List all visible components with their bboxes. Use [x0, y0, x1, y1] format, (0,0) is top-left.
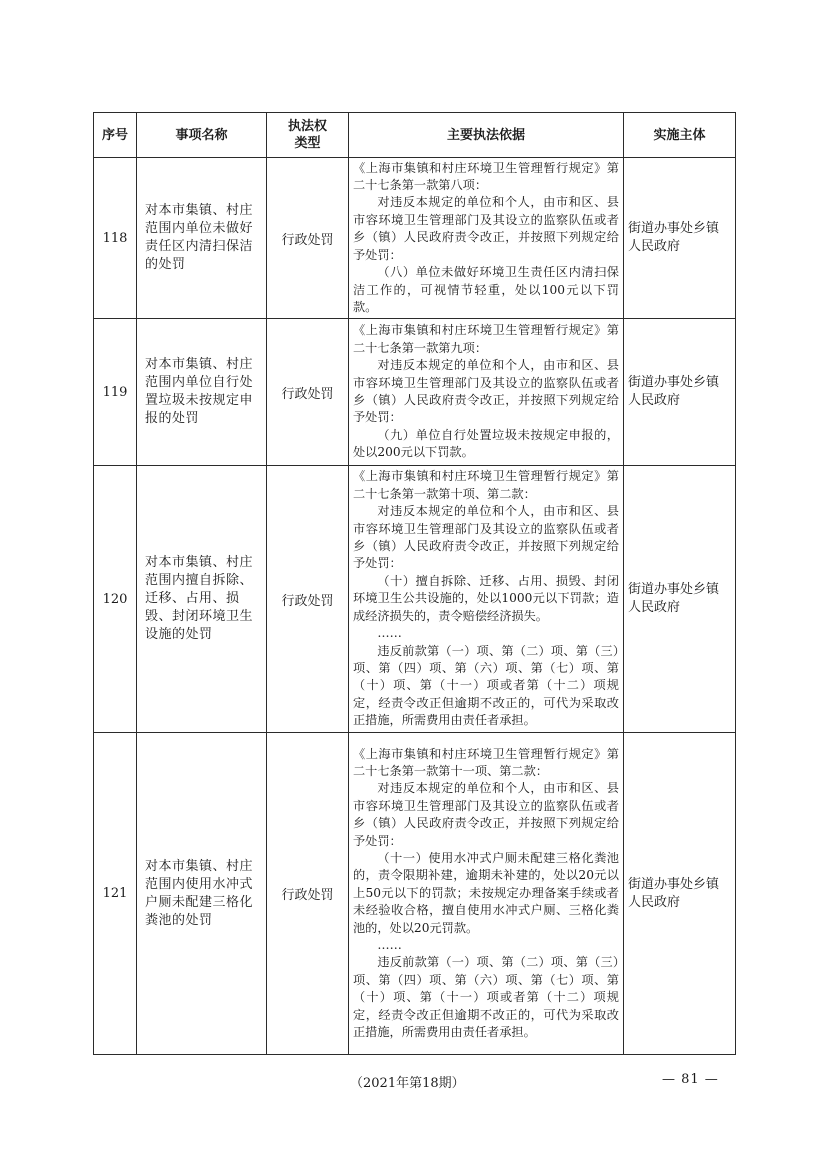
row-subject-text: 街道办事处乡镇人民政府 — [628, 876, 720, 910]
basis-para: （十）擅自拆除、迁移、占用、损毁、封闭环境卫生公共设施的，处以1000元以下罚款；造成经济损失的，责令赔偿经济损失。 — [353, 573, 619, 623]
row-basis — [349, 733, 624, 1055]
row-subject-text: 街道办事处乡镇人民政府 — [628, 375, 720, 408]
row-subject — [624, 733, 736, 1055]
header-name: 事项名称 — [137, 113, 267, 158]
row-type: 行政处罚 — [267, 158, 349, 319]
basis-para: 《上海市集镇和村庄环境卫生管理暂行规定》第二十七条第一款第十一项、第二款： — [353, 746, 619, 778]
basis-ellipsis: …… — [377, 938, 402, 953]
basis-para: （十一）使用水冲式户厕未配建三格化粪池的，责令限期补建，逾期未补建的，处以20元以上50元以下的罚款；未按规定办理备案手续或者未经验收合格，擅自使用水冲式户厕、三格化粪池的，处以20元罚款。 — [353, 850, 619, 935]
row-name: 对本市集镇、村庄范围内单位自行处置垃圾未按规定申报的处罚 — [137, 319, 267, 466]
row-subject-text: 街道办事处乡镇人民政府 — [628, 582, 720, 615]
enforcement-table — [93, 112, 736, 1055]
table-row — [94, 158, 736, 319]
row-subject-text: 街道办事处乡镇人民政府 — [628, 221, 720, 254]
header-basis: 主要执法依据 — [349, 113, 624, 158]
page-number: — 81 — — [662, 1072, 719, 1087]
basis-para: 对违反本规定的单位和个人，由市和区、县市容环境卫生管理部门及其设立的监察队伍或者乡（镇）人民政府责令改正，并按照下列规定给予处罚： — [353, 781, 619, 848]
header-seq: 序号 — [94, 113, 137, 158]
row-subject — [624, 158, 736, 319]
header-type-text: 执法权类型 — [287, 119, 327, 151]
row-seq: 118 — [94, 158, 137, 319]
issue-footer: （2021年第18期） — [350, 1076, 465, 1091]
basis-para: 对违反本规定的单位和个人，由市和区、县市容环境卫生管理部门及其设立的监察队伍或者乡（镇）人民政府责令改正，并按照下列规定给予处罚： — [353, 358, 619, 425]
row-type: 行政处罚 — [267, 319, 349, 466]
table-row — [94, 466, 736, 733]
header-subject: 实施主体 — [624, 113, 736, 158]
basis-para: 对违反本规定的单位和个人，由市和区、县市容环境卫生管理部门及其设立的监察队伍或者乡（镇）人民政府责令改正，并按照下列规定给予处罚： — [353, 195, 619, 262]
row-subject — [624, 466, 736, 733]
basis-para: 违反前款第（一）项、第（二）项、第（三）项、第（四）项、第（六）项、第（七）项、第（十）项、第（十一）项或者第（十二）项规定，经责令改正但逾期不改正的，可代为采取改正措施，所需费用由责任者承担。 — [353, 643, 619, 728]
row-seq: 120 — [94, 466, 137, 733]
basis-para: 《上海市集镇和村庄环境卫生管理暂行规定》第二十七条第一款第九项： — [353, 323, 619, 355]
row-basis — [349, 466, 624, 733]
row-type: 行政处罚 — [267, 733, 349, 1055]
table-row — [94, 319, 736, 466]
row-seq: 119 — [94, 319, 137, 466]
basis-para: 违反前款第（一）项、第（二）项、第（三）项、第（四）项、第（六）项、第（七）项、第（十）项、第（十一）项或者第（十二）项规定，经责令改正但逾期不改正的，可代为采取改正措施，所需费用由责任者承担。 — [353, 955, 619, 1040]
row-subject — [624, 319, 736, 466]
basis-para: 《上海市集镇和村庄环境卫生管理暂行规定》第二十七条第一款第八项： — [353, 160, 619, 193]
basis-para: 对违反本规定的单位和个人，由市和区、县市容环境卫生管理部门及其设立的监察队伍或者乡（镇）人民政府责令改正，并按照下列规定给予处罚： — [353, 504, 619, 571]
row-seq: 121 — [94, 733, 137, 1055]
basis-para: （九）单位自行处置垃圾未按规定申报的，处以200元以下罚款。 — [353, 427, 619, 460]
basis-para: 《上海市集镇和村庄环境卫生管理暂行规定》第二十七条第一款第十项、第二款： — [353, 469, 619, 501]
row-basis — [349, 319, 624, 466]
row-name: 对本市集镇、村庄范围内擅自拆除、迁移、占用、损毁、封闭环境卫生设施的处罚 — [137, 466, 267, 733]
row-basis — [349, 158, 624, 319]
table-row — [94, 733, 736, 1055]
row-name: 对本市集镇、村庄范围内使用水冲式户厕未配建三格化粪池的处罚 — [137, 733, 267, 1055]
row-type: 行政处罚 — [267, 466, 349, 733]
row-name: 对本市集镇、村庄范围内单位未做好责任区内清扫保洁的处罚 — [137, 158, 267, 319]
header-type — [267, 113, 349, 158]
basis-ellipsis: …… — [377, 626, 402, 641]
basis-para: （八）单位未做好环境卫生责任区内清扫保洁工作的，可视情节轻重，处以100元以下罚款。 — [353, 265, 619, 314]
table-header-row — [94, 113, 736, 158]
